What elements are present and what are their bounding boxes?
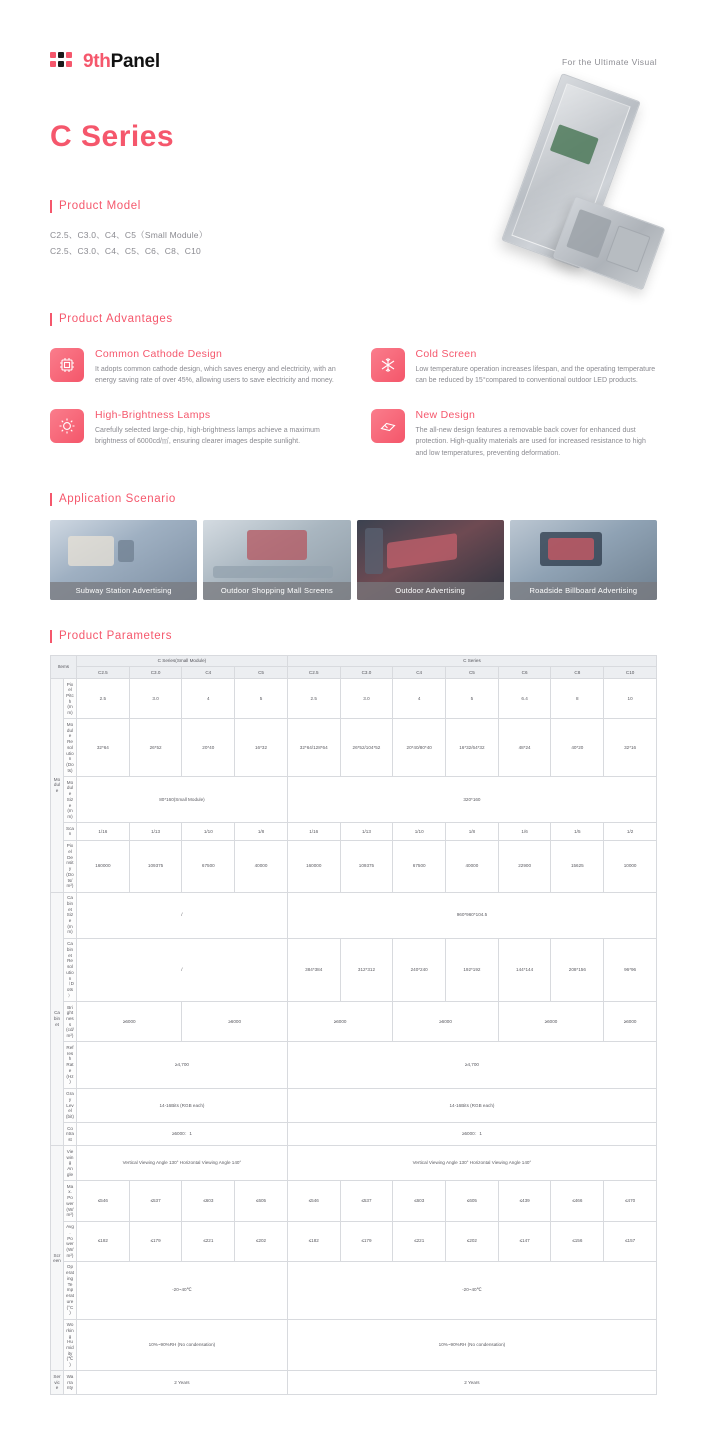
page-title: C Series (50, 120, 175, 153)
cell: 5 (235, 679, 288, 719)
sun-brightness-icon (50, 409, 84, 443)
header-group-main: C Series (287, 655, 656, 667)
cathode-chip-icon (50, 348, 84, 382)
cell: ≤603 (393, 1181, 446, 1221)
brand-name-main: 9th (83, 51, 111, 72)
cell: ≤202 (235, 1221, 288, 1261)
cell: 1/8 (235, 823, 288, 840)
cell-span: 2 Years (77, 1371, 288, 1394)
cell: 40*20 (551, 719, 604, 777)
header-group-small: C Series(Small Module) (77, 655, 288, 667)
advantage-title: High-Brightness Lamps (95, 408, 211, 421)
application-grid (50, 520, 657, 600)
section-label-parameters: Product Parameters (50, 630, 657, 643)
cell: ≤537 (340, 1181, 393, 1221)
footer-spacer (0, 1395, 707, 1435)
cell: 16*32 (235, 719, 288, 777)
cell: 22900 (498, 840, 551, 892)
table-row (51, 1371, 657, 1394)
row-label: Viewing Angle (64, 1146, 77, 1181)
cell: 312*312 (340, 938, 393, 1001)
table-row (51, 1088, 657, 1123)
cell: 1/16 (287, 823, 340, 840)
hero-product-image (411, 78, 671, 328)
cell: 144*144 (498, 938, 551, 1001)
row-label: Gray Level (bit) (64, 1088, 77, 1123)
application-caption: Roadside Billboard Advertising (510, 582, 657, 600)
advantage-title: New Design (415, 408, 476, 421)
cell: 3.0 (129, 679, 182, 719)
advantage-item (50, 348, 337, 387)
cabinet-cover-icon (371, 409, 405, 443)
application-section (0, 493, 707, 600)
cell: ≤466 (551, 1181, 604, 1221)
cell: 160000 (287, 840, 340, 892)
cell: 1/6 (498, 823, 551, 840)
cell: 1/13 (340, 823, 393, 840)
cell: ≤147 (498, 1221, 551, 1261)
cell: 1/5 (551, 823, 604, 840)
cell: ≤179 (129, 1221, 182, 1261)
cell: ≥6000 (77, 1002, 182, 1042)
model-header: C3.0 (129, 667, 182, 679)
section-label-advantages: Product Advantages (50, 313, 657, 326)
advantage-item (50, 409, 337, 460)
application-card[interactable] (203, 520, 350, 600)
cell: ≤605 (235, 1181, 288, 1221)
table-row (51, 823, 657, 840)
advantage-item (371, 348, 658, 387)
cell: ≤470 (604, 1181, 657, 1221)
row-label: Cabinet Size (mm) (64, 892, 77, 938)
header-items: Items (51, 655, 77, 678)
model-header: C5 (235, 667, 288, 679)
advantages-section (0, 313, 707, 459)
cell: ≤182 (287, 1221, 340, 1261)
cell: ≤221 (393, 1221, 446, 1261)
cell-span: 10%~90%RH (No condensation) (77, 1319, 288, 1371)
cell: ≥6000 (604, 1002, 657, 1042)
cell: 32*16 (604, 719, 657, 777)
cell: 32*64/128*64 (287, 719, 340, 777)
section-name: Service (51, 1371, 64, 1394)
model-header: C4 (393, 667, 446, 679)
table-row (51, 777, 657, 823)
advantage-desc: It adopts common cathode design, which saves energy and electricity, with an energy saving rate of over 45%, allowing users to save electricity and money. (95, 365, 336, 385)
application-caption: Outdoor Advertising (357, 582, 504, 600)
cell-span: Vertical Viewing Angle 130° Horizontal Viewing Angle 140° (77, 1146, 288, 1181)
cell-span: 14-16Bits (RGB each) (77, 1088, 288, 1123)
cell: 1/2 (604, 823, 657, 840)
cell: ≤605 (446, 1181, 499, 1221)
cell: 48*24 (498, 719, 551, 777)
cell-span: Vertical Viewing Angle 130° Horizontal Viewing Angle 140° (287, 1146, 656, 1181)
table-row (51, 892, 657, 938)
row-label: Max. Power(W/m²) (64, 1181, 77, 1221)
model-header: C10 (604, 667, 657, 679)
cell-span: -20~40℃ (287, 1261, 656, 1319)
page-header (0, 0, 707, 74)
cell-span: 960*960*104.5 (287, 892, 656, 938)
parameters-table-body (51, 679, 657, 1395)
table-row (51, 840, 657, 892)
cell: ≥6000 (393, 1002, 498, 1042)
cell-span: 320*160 (287, 777, 656, 823)
cell: 4 (393, 679, 446, 719)
cell: ≤182 (77, 1221, 130, 1261)
advantage-title: Common Cathode Design (95, 347, 223, 360)
cell: 40000 (235, 840, 288, 892)
cell: 40000 (446, 840, 499, 892)
cell: ≤202 (446, 1221, 499, 1261)
advantages-grid (50, 348, 657, 460)
application-caption: Outdoor Shopping Mall Screens (203, 582, 350, 600)
section-label-product-model: Product Model (50, 200, 657, 213)
cell: 32*64 (77, 719, 130, 777)
model-header: C6 (498, 667, 551, 679)
row-label: Contrast (64, 1123, 77, 1146)
cell-span: 80*160(Small Module) (77, 777, 288, 823)
cell: ≤221 (182, 1221, 235, 1261)
cell: 67500 (393, 840, 446, 892)
product-model-line-1: C2.5、C3.0、C4、C5（Small Module） (50, 229, 208, 240)
cell: ≥6000 (498, 1002, 603, 1042)
cell-span: / (77, 938, 288, 1001)
row-label: Pixel Pitch (mm) (64, 679, 77, 719)
table-row (51, 1319, 657, 1371)
brand-name-sub: Panel (110, 51, 160, 72)
model-header: C5 (446, 667, 499, 679)
advantage-item (371, 409, 658, 460)
row-label: Cabinet Resolution（Dots） (64, 938, 77, 1001)
cell: 8 (551, 679, 604, 719)
model-header: C8 (551, 667, 604, 679)
application-caption: Subway Station Advertising (50, 582, 197, 600)
row-label: Module Resolution (Dots) (64, 719, 77, 777)
row-label: Refresh Rate (Hz) (64, 1042, 77, 1088)
cell: 1/10 (393, 823, 446, 840)
product-model-line-2: C2.5、C3.0、C4、C5、C6、C8、C10 (50, 245, 201, 256)
cell-span: -20~40℃ (77, 1261, 288, 1319)
advantage-title: Cold Screen (415, 347, 477, 360)
cell: 20*40 (182, 719, 235, 777)
cell: ≤156 (551, 1221, 604, 1261)
cell-span: 14-16Bits (RGB each) (287, 1088, 656, 1123)
cell: 15625 (551, 840, 604, 892)
cell: 20*40/80*40 (393, 719, 446, 777)
cell: 16*32/64*32 (446, 719, 499, 777)
brand-name (83, 51, 160, 73)
cell: 109375 (340, 840, 393, 892)
cell: ≥6000 (287, 1002, 392, 1042)
cell: 1/10 (182, 823, 235, 840)
model-header: C3.0 (340, 667, 393, 679)
row-label: Brightness (cd/m²) (64, 1002, 77, 1042)
table-row (51, 1221, 657, 1261)
cell: 10 (604, 679, 657, 719)
cell-span: 10%~90%RH (No condensation) (287, 1319, 656, 1371)
hero-section (0, 74, 707, 259)
cell: 6.4 (498, 679, 551, 719)
table-row (51, 1002, 657, 1042)
cell: 3.0 (340, 679, 393, 719)
cell-span: / (77, 892, 288, 938)
cell: ≥6000 (182, 1002, 287, 1042)
cell: ≤179 (340, 1221, 393, 1261)
brand-logo (50, 50, 160, 74)
cell: 1/16 (77, 823, 130, 840)
table-row (51, 1123, 657, 1146)
table-row (51, 719, 657, 777)
application-card[interactable] (50, 520, 197, 600)
cell: 109375 (129, 840, 182, 892)
cell-span: ≥4,700 (77, 1042, 288, 1088)
cell: 10000 (604, 840, 657, 892)
header-tagline: For the Ultimate Visual (561, 57, 657, 67)
cell: ≤546 (77, 1181, 130, 1221)
cell: 384*384 (287, 938, 340, 1001)
cell: 5 (446, 679, 499, 719)
table-group-header-row (51, 655, 657, 667)
model-header: C2.5 (287, 667, 340, 679)
advantage-desc: Low temperature operation increases lifespan, and the operating temperature can be reduced by 15°compared to conventional outdoor LED products. (415, 365, 656, 385)
table-model-header-row (51, 667, 657, 679)
table-row (51, 1146, 657, 1181)
cell: 67500 (182, 840, 235, 892)
parameters-section (0, 630, 707, 1395)
table-row (51, 679, 657, 719)
cell-span: ≥5000：1 (287, 1123, 656, 1146)
cell: ≤157 (604, 1221, 657, 1261)
section-name: Screen (51, 1146, 64, 1371)
cell: ≤439 (498, 1181, 551, 1221)
panel-grid-icon (50, 50, 76, 74)
cell: ≤546 (287, 1181, 340, 1221)
row-label: Scan (64, 823, 77, 840)
cell: 1/8 (446, 823, 499, 840)
row-label: Working Humidity (℃ ) (64, 1319, 77, 1371)
cell-span: 2 Years (287, 1371, 656, 1394)
cell: 1/13 (129, 823, 182, 840)
cell-span: ≥4,700 (287, 1042, 656, 1088)
section-name: Module (51, 679, 64, 893)
application-card[interactable] (510, 520, 657, 600)
advantage-desc: The all-new design features a removable back cover for enhanced dust protection. High-quality materials are used for increased resistance to high and low temperatures, preventing deformation. (415, 426, 646, 457)
cell-span: ≥5000：1 (77, 1123, 288, 1146)
row-label: Pixel Density (Dots/m²) (64, 840, 77, 892)
cell: 2.5 (77, 679, 130, 719)
cell: 26*52/104*52 (340, 719, 393, 777)
row-label: Operating Temperature (°C) (64, 1261, 77, 1319)
section-label-application: Application Scenario (50, 493, 657, 506)
cell: ≤537 (129, 1181, 182, 1221)
cell: 192*192 (446, 938, 499, 1001)
snowflake-icon (371, 348, 405, 382)
cabinet-back-module (553, 196, 666, 291)
table-row (51, 1181, 657, 1221)
cell: 240*240 (393, 938, 446, 1001)
cell: 2.5 (287, 679, 340, 719)
table-row (51, 1261, 657, 1319)
parameters-table (50, 655, 657, 1395)
parameters-table-head (51, 655, 657, 678)
advantage-desc: Carefully selected large-chip, high-brightness lamps achieve a maximum brightness of 6000cd/㎡, ensuring clearer images despite sunlight. (95, 426, 320, 446)
table-row (51, 938, 657, 1001)
cell: 208*156 (551, 938, 604, 1001)
cell: 4 (182, 679, 235, 719)
model-header: C4 (182, 667, 235, 679)
application-card[interactable] (357, 520, 504, 600)
row-label: Avg. Power(W/m²) (64, 1221, 77, 1261)
section-name: Cabinet (51, 892, 64, 1146)
cell: 26*52 (129, 719, 182, 777)
cell: 96*96 (604, 938, 657, 1001)
model-header: C2.5 (77, 667, 130, 679)
row-label: Warranty (64, 1371, 77, 1394)
cell: ≤603 (182, 1181, 235, 1221)
row-label: Module Size (mm) (64, 777, 77, 823)
cell: 160000 (77, 840, 130, 892)
table-row (51, 1042, 657, 1088)
